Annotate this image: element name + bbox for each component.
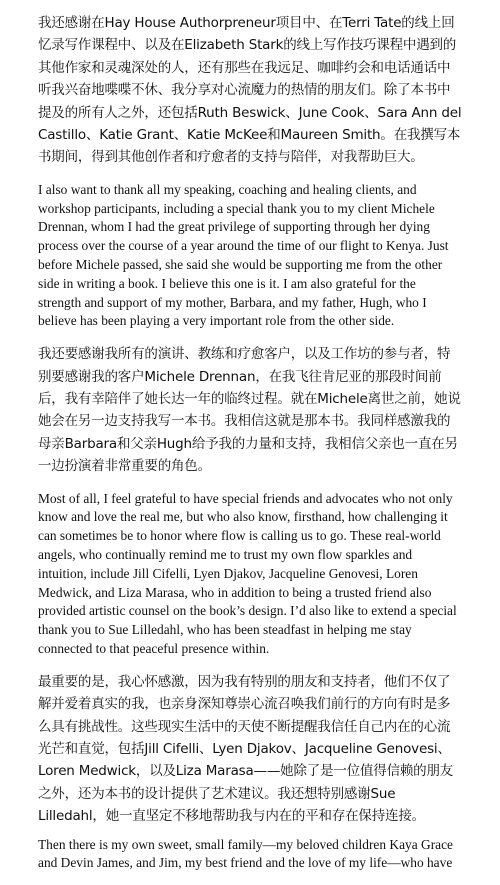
paragraph-en-1: I also want to thank all my speaking, coaching and healing clients, and workshop participants, including a special thank you to my client Michele Drennan, whom I had the great privilege of supporting through her dying process over the course of a year around the time of our flight to Kenya. Just before Michele passed, she said she would be supporting me from the other side in writing a book. I believe this one is it. I am also grateful for the strength and support of my mother, Barbara, and my father, Hugh, who I believe has been playing a very important role from the other side.: [38, 181, 449, 329]
paragraph-en-2: Most of all, I feel grateful to have special friends and advocates who not only know and love the real me, but who also know, firsthand, how challenging it can sometimes be to honor where flow is calling us to go. These real-world angels, who continually remind me to trust my own flow sparkles and intuition, include Jill Cifelli, Lyen Djakov, Jacqueline Genovesi, Loren Medwick, and Liza Marasa, who in addition to being a trusted friend also provided artistic counsel on the book’s design. I’d also like to extend a special thank you to Sue Lilledahl, who has been steadfast in helping me stay connected to that peaceful presence within.: [38, 490, 457, 657]
paragraph-zh-3: 最重要的是，我心怀感激，因为我有特别的朋友和支持者，他们不仅了解并爱着真实的我，也亲身深知尊崇心流召唤我们前行的方向有时是多么具有挑战性。这些现实生活中的天使不断提醒我信任自己内在的心流光芒和直觉，包括Jill Cifelli、Lyen Djakov、Jacqueline Genovesi、Loren Medwick，以及Liza Marasa——她除了是一位值得信赖的朋友之外，还为本书的设计提供了艺术建议。我还想特别感谢Sue Lilledahl，她一直坚定不移地帮助我与内在的平和存在保持连接。: [38, 673, 454, 825]
paragraph-zh-1: 我还感谢在Hay House Authorpreneur项目中、在Terri Tate的线上回忆录写作课程中、以及在Elizabeth Stark的线上写作技巧课程中遇到的其他作家和灵魂深处的人，还有那些在我远足、咖啡约会和电话通话中听我兴奋地喋喋不休、我分享对心流魔力的热情的朋友们。除了本书中提及的所有人之外，还包括Ruth Beswick、June Cook、Sara Ann del Castillo、Katie Grant、Katie McKee和Maureen Smith。在我撰写本书期间，得到其他创作者和疗愈者的支持与陪伴，对我帮助巨大。: [38, 15, 462, 166]
paragraph-zh-2: 我还要感谢我所有的演讲、教练和疗愈客户，以及工作坊的参与者，特别要感谢我的客户Michele Drennan，在我飞往肯尼亚的那段时间前后，我有幸陪伴了她长达一年的临终过程。就在Michele离世之前，她说她会在另一边支持我写一本书。我相信这就是那本书。我同样感激我的母亲Barbara和父亲Hugh给予我的力量和支持，我相信父亲也一直在另一边扮演着非常重要的角色。: [38, 346, 461, 475]
paragraph-en-3: Then there is my own sweet, small family—my beloved children Kaya Grace and Devin James, and Jim, my best friend and the love of my life—who have: [38, 836, 453, 871]
document-page: [38, 12, 462, 885]
